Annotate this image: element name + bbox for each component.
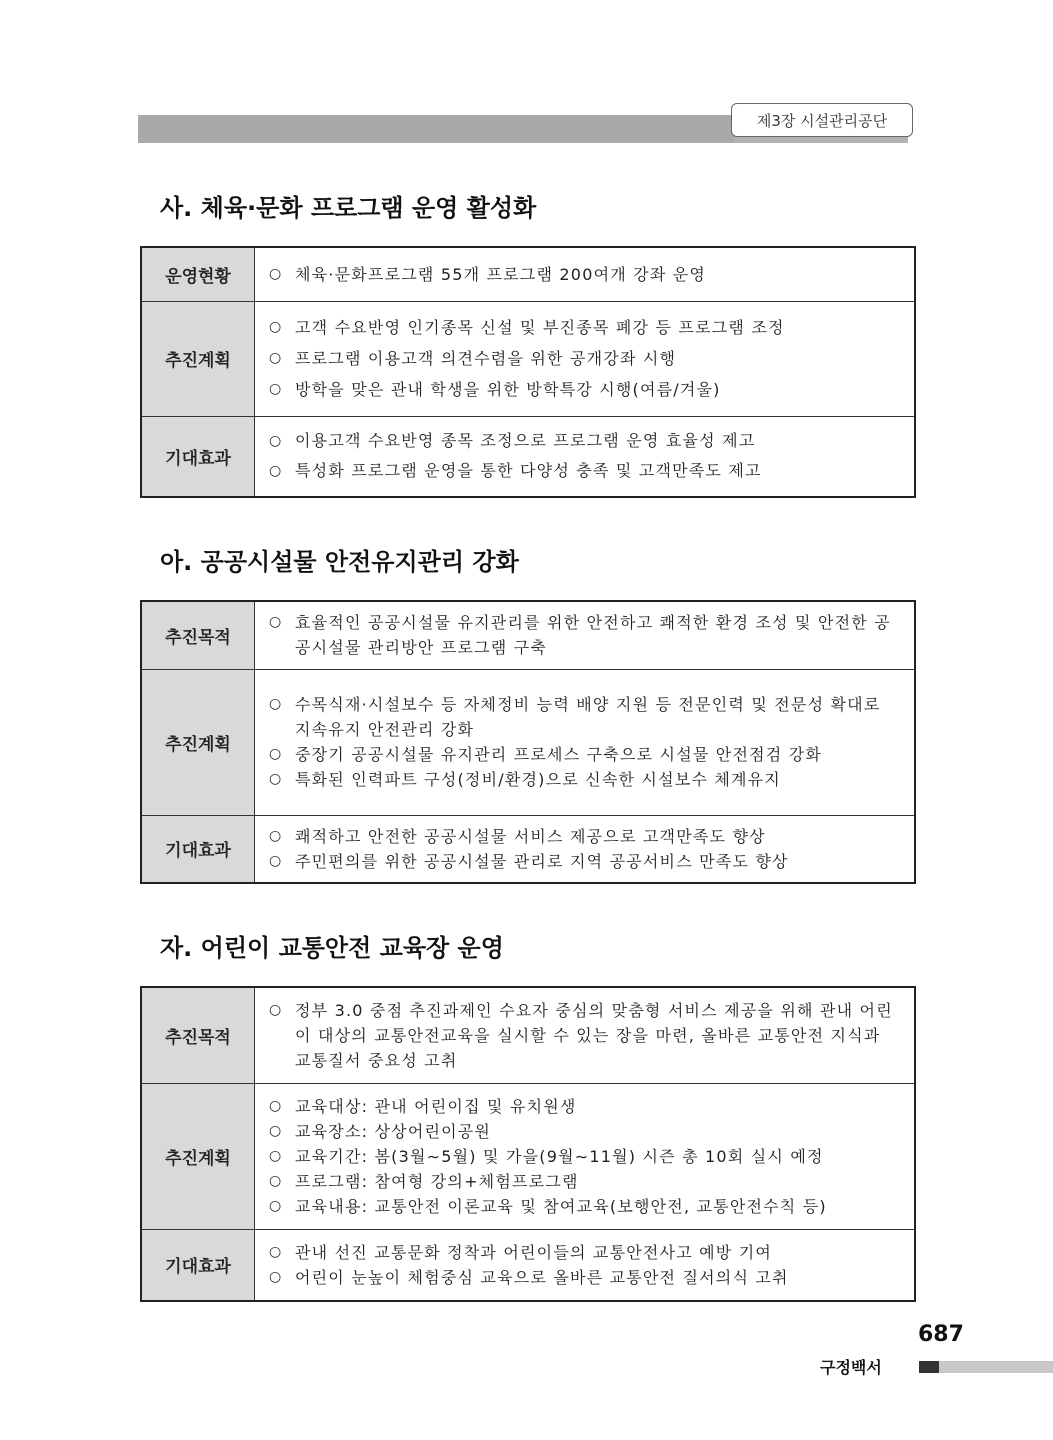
- section-title-sa: 사. 체육·문화 프로그램 운영 활성화: [160, 194, 537, 222]
- table-row: [141, 416, 915, 497]
- row-label: 추진목적: [141, 601, 255, 669]
- row-content: [255, 247, 916, 301]
- section-title-ja: 자. 어린이 교통안전 교육장 운영: [160, 934, 504, 962]
- row-label: 기대효과: [141, 416, 255, 497]
- list-item: ○ 특화된 인력파트 구성(정비/환경)으로 신속한 시설보수 체계유지: [269, 767, 902, 792]
- list-item: ○ 어린이 눈높이 체험중심 교육으로 올바른 교통안전 질서의식 고취: [269, 1265, 902, 1290]
- table-row: [141, 1083, 915, 1229]
- list-item: ○ 정부 3.0 중점 추진과제인 수요자 중심의 맞춤형 서비스 제공을 위해 관내 어린이 대상의 교통안전교육을 실시할 수 있는 장을 마련, 올바른 교통안전 지식과 교통질서 중요성 고취: [269, 998, 902, 1073]
- row-content: [255, 669, 916, 815]
- bullet-icon: ○: [269, 265, 283, 282]
- bullet-icon: ○: [269, 1197, 283, 1214]
- row-content: [255, 601, 916, 669]
- list-item: ○ 방학을 맞은 관내 학생을 위한 방학특강 시행(여름/겨울): [269, 374, 902, 405]
- bullet-icon: ○: [269, 1147, 283, 1164]
- row-label: 운영현황: [141, 247, 255, 301]
- book-title: 구정백서: [820, 1358, 882, 1377]
- page-number: 687: [918, 1322, 964, 1347]
- bullet-icon: ○: [269, 827, 283, 844]
- bullet-icon: ○: [269, 614, 283, 631]
- list-item: ○ 교육내용: 교통안전 이론교육 및 참여교육(보행안전, 교통안전수칙 등): [269, 1194, 902, 1219]
- row-content: [255, 416, 916, 497]
- list-item: ○ 특성화 프로그램 운영을 통한 다양성 충족 및 고객만족도 제고: [269, 456, 902, 486]
- list-item: ○ 주민편의를 위한 공공시설물 관리로 지역 공공서비스 만족도 향상: [269, 849, 902, 874]
- bullet-icon: ○: [269, 746, 283, 762]
- row-content: [255, 815, 916, 883]
- list-item: ○ 관내 선진 교통문화 정착과 어린이들의 교통안전사고 예방 기여: [269, 1240, 902, 1265]
- section-title-a: 아. 공공시설물 안전유지관리 강화: [160, 548, 519, 576]
- row-label: 추진계획: [141, 669, 255, 815]
- row-content: [255, 1083, 916, 1229]
- row-label: 추진목적: [141, 987, 255, 1083]
- list-item: ○ 이용고객 수요반영 종목 조정으로 프로그램 운영 효율성 제고: [269, 426, 902, 456]
- footer-bar: [939, 1361, 1053, 1373]
- table-row: [141, 1229, 915, 1301]
- bullet-icon: ○: [269, 852, 283, 869]
- list-item: ○ 쾌적하고 안전한 공공시설물 서비스 제공으로 고객만족도 향상: [269, 824, 902, 849]
- bullet-icon: ○: [269, 1097, 283, 1114]
- row-content: [255, 1229, 916, 1301]
- bullet-icon: ○: [269, 771, 283, 787]
- bullet-icon: ○: [269, 433, 283, 450]
- list-item: ○ 교육기간: 봄(3월∼5월) 및 가을(9월∼11월) 시즌 총 10회 실시 예정: [269, 1144, 902, 1169]
- table-row: [141, 815, 915, 883]
- bullet-icon: ○: [269, 1172, 283, 1189]
- bullet-icon: ○: [269, 1122, 283, 1139]
- list-item: ○ 교육대상: 관내 어린이집 및 유치원생: [269, 1094, 902, 1119]
- list-item: ○ 프로그램: 참여형 강의+체험프로그램: [269, 1169, 902, 1194]
- table-ja: [140, 986, 916, 1302]
- table-sa: [140, 246, 916, 498]
- list-item: ○ 교육장소: 상상어린이공원: [269, 1119, 902, 1144]
- row-label: 추진계획: [141, 1083, 255, 1229]
- list-item: ○ 체육·문화프로그램 55개 프로그램 200여개 강좌 운영: [269, 262, 902, 287]
- bullet-icon: ○: [269, 381, 283, 397]
- list-item: ○ 중장기 공공시설물 유지관리 프로세스 구축으로 시설물 안전점검 강화: [269, 742, 902, 767]
- list-item: ○ 수목식재·시설보수 등 자체정비 능력 배양 지원 등 전문인력 및 전문성 확대로 지속유지 안전관리 강화: [269, 692, 902, 742]
- bullet-icon: ○: [269, 1243, 283, 1260]
- bullet-icon: ○: [269, 1268, 283, 1285]
- header-bar-dark-segment: [138, 115, 734, 143]
- bullet-icon: ○: [269, 696, 283, 712]
- list-item: ○ 효율적인 공공시설물 유지관리를 위한 안전하고 쾌적한 환경 조성 및 안전한 공공시설물 관리방안 프로그램 구축: [269, 610, 902, 660]
- table-row: [141, 301, 915, 416]
- table-row: [141, 601, 915, 669]
- row-label: 추진계획: [141, 301, 255, 416]
- list-item: ○ 고객 수요반영 인기종목 신설 및 부진종목 폐강 등 프로그램 조정: [269, 312, 902, 343]
- row-label: 기대효과: [141, 815, 255, 883]
- list-item: ○ 프로그램 이용고객 의견수렴을 위한 공개강좌 시행: [269, 343, 902, 374]
- table-row: [141, 247, 915, 301]
- bullet-icon: ○: [269, 1001, 283, 1018]
- row-content: [255, 301, 916, 416]
- bullet-icon: ○: [269, 319, 283, 335]
- table-a: [140, 600, 916, 884]
- bullet-icon: ○: [269, 463, 283, 480]
- bullet-icon: ○: [269, 350, 283, 366]
- row-label: 기대효과: [141, 1229, 255, 1301]
- row-content: [255, 987, 916, 1083]
- table-row: [141, 987, 915, 1083]
- footer-dark-block: [919, 1361, 939, 1373]
- chapter-tag: 제3장 시설관리공단: [731, 103, 913, 137]
- table-row: [141, 669, 915, 815]
